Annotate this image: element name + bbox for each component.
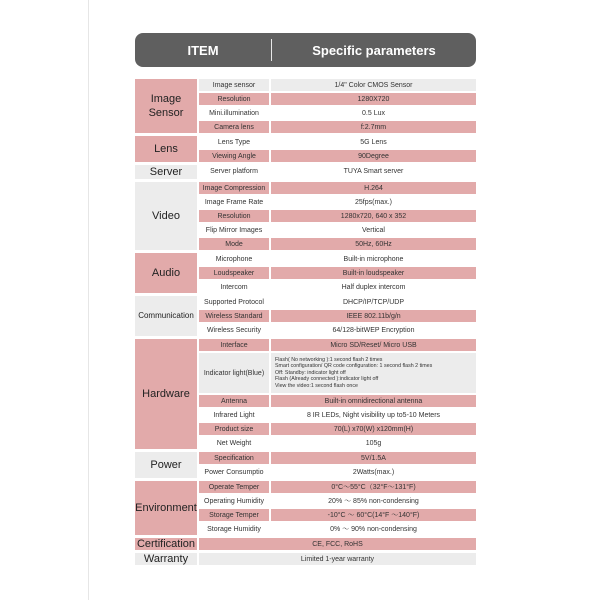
- spec-row: [199, 466, 476, 478]
- spec-key: Wireless Security: [199, 324, 269, 336]
- category-lens: Lens: [135, 136, 197, 162]
- spec-value: 64/128-bitWEP Encryption: [271, 324, 476, 336]
- spec-value: 0°C～55°C（32°F～131°F): [271, 481, 476, 493]
- spec-key: Indicator light(Blue): [199, 353, 269, 393]
- spec-row: [199, 339, 476, 351]
- spec-key: Interface: [199, 339, 269, 351]
- spec-key: Net Weight: [199, 437, 269, 449]
- category-power: Power: [135, 452, 197, 478]
- spec-key: Storage Temper: [199, 509, 269, 521]
- spec-row: [199, 353, 476, 393]
- spec-row: [199, 182, 476, 194]
- spec-row: [199, 395, 476, 407]
- group-communication: [135, 296, 476, 336]
- spec-value-line: Smart configuration/ QR code configuration: 1 second flash 2 times: [275, 363, 433, 370]
- spec-row: [199, 267, 476, 279]
- spec-value: 20% ～ 85% non-condensing: [271, 495, 476, 507]
- spec-key: Operate Temper: [199, 481, 269, 493]
- spec-row: [199, 150, 476, 162]
- spec-value: [271, 353, 476, 393]
- spec-key: Microphone: [199, 253, 269, 265]
- spec-row: [199, 452, 476, 464]
- category-video: Video: [135, 182, 197, 250]
- spec-row: [199, 281, 476, 293]
- spec-value: IEEE 802.11b/g/n: [271, 310, 476, 322]
- spec-row: [199, 481, 476, 493]
- group-warranty: [135, 553, 476, 565]
- spec-key: Image Compression: [199, 182, 269, 194]
- spec-value: 8 IR LEDs, Night visibility up to5-10 Meters: [271, 409, 476, 421]
- spec-row: [199, 310, 476, 322]
- spec-value: 70(L) x70(W) x120mm(H): [271, 423, 476, 435]
- spec-value-line: Off: Standby: indicator light off: [275, 369, 346, 376]
- spec-value: Built-in omnidirectional antenna: [271, 395, 476, 407]
- spec-row: [199, 79, 476, 91]
- spec-sheet: [135, 33, 476, 568]
- spec-table: [135, 79, 476, 565]
- group-power: [135, 452, 476, 478]
- spec-value: 105g: [271, 437, 476, 449]
- spec-key: Viewing Angle: [199, 150, 269, 162]
- spec-value: 5V/1.5A: [271, 452, 476, 464]
- spec-row: [199, 437, 476, 449]
- group-certification: [135, 538, 476, 550]
- category-hardware: Hardware: [135, 339, 197, 449]
- spec-value: 1280x720, 640 x 352: [271, 210, 476, 222]
- spec-value: 0% ～ 90% non-condensing: [271, 523, 476, 535]
- spec-value: H.264: [271, 182, 476, 194]
- spec-value: TUYA Smart server: [271, 165, 476, 177]
- spec-value: 0.5 Lux: [271, 107, 476, 119]
- spec-key: Server platform: [199, 165, 269, 177]
- spec-key: Loudspeaker: [199, 267, 269, 279]
- spec-key: Power Consumptio: [199, 466, 269, 478]
- spec-key: Storage Humidity: [199, 523, 269, 535]
- spec-key: Wireless Standard: [199, 310, 269, 322]
- spec-value: 25fps(max.): [271, 196, 476, 208]
- spec-row: [199, 196, 476, 208]
- spec-value: 1280X720: [271, 93, 476, 105]
- spec-value: DHCP/IP/TCP/UDP: [271, 296, 476, 308]
- category-certification: Certification: [136, 538, 196, 550]
- spec-key: Antenna: [199, 395, 269, 407]
- spec-value: Micro SD/Reset/ Micro USB: [271, 339, 476, 351]
- spec-value: 5G Lens: [271, 136, 476, 148]
- spec-key: Infrared Light: [199, 409, 269, 421]
- spec-value: Vertical: [271, 224, 476, 236]
- group-environment: [135, 481, 476, 535]
- spec-value: f:2.7mm: [271, 121, 476, 133]
- spec-row: [199, 523, 476, 535]
- header-item: ITEM: [187, 42, 219, 58]
- page-margin-rule: [88, 0, 89, 600]
- spec-row: [199, 509, 476, 521]
- group-image-sensor: [135, 79, 476, 133]
- spec-value: Limited 1-year warranty: [199, 553, 476, 565]
- spec-key: Supported Protocol: [199, 296, 269, 308]
- spec-value: 90Degree: [271, 150, 476, 162]
- spec-row: [199, 107, 476, 119]
- category-audio: Audio: [135, 253, 197, 293]
- spec-key: Resolution: [199, 93, 269, 105]
- spec-row: [199, 121, 476, 133]
- spec-row: [199, 210, 476, 222]
- category-image-sensor: Image Sensor: [135, 79, 197, 133]
- group-video: [135, 182, 476, 250]
- spec-key: Operating Humidity: [199, 495, 269, 507]
- spec-key: Intercom: [199, 281, 269, 293]
- category-communication: Communication: [135, 296, 197, 336]
- spec-key: Image sensor: [199, 79, 269, 91]
- spec-key: Mode: [199, 238, 269, 250]
- spec-value: 50Hz, 60Hz: [271, 238, 476, 250]
- spec-row: [199, 409, 476, 421]
- spec-value: Half duplex intercom: [271, 281, 476, 293]
- spec-key: Flip Mirror Images: [199, 224, 269, 236]
- spec-value-line: View the video:1 second flash once: [275, 382, 358, 389]
- spec-value: Built-in microphone: [271, 253, 476, 265]
- spec-row: [199, 495, 476, 507]
- spec-key: Camera lens: [199, 121, 269, 133]
- spec-value: 1/4" Color CMOS Sensor: [271, 79, 476, 91]
- spec-value: 2Watts(max.): [271, 466, 476, 478]
- category-warranty: Warranty: [135, 553, 197, 565]
- spec-row: [199, 324, 476, 336]
- spec-value-line: Flash( No networking ):1 second flash 2 times: [275, 356, 383, 363]
- spec-key: Resolution: [199, 210, 269, 222]
- spec-key: Specification: [199, 452, 269, 464]
- spec-key: Image Frame Rate: [199, 196, 269, 208]
- category-environment: Environment: [135, 481, 197, 535]
- spec-key: Mini.illumination: [199, 107, 269, 119]
- spec-value: -10°C ～ 60°C(14°F ～140°F): [271, 509, 476, 521]
- spec-value-line: Flash (Already connected ):indicator light off: [275, 376, 379, 383]
- group-audio: [135, 253, 476, 293]
- spec-row: [199, 253, 476, 265]
- group-lens: [135, 136, 476, 162]
- spec-row: [199, 165, 476, 177]
- group-hardware: [135, 339, 476, 449]
- spec-row: [199, 93, 476, 105]
- spec-row: [199, 423, 476, 435]
- spec-value: CE, FCC, RoHS: [199, 538, 476, 550]
- category-server: Server: [135, 165, 197, 179]
- table-header: [135, 33, 476, 67]
- group-server: [135, 165, 476, 179]
- spec-row: [199, 296, 476, 308]
- spec-row: [199, 224, 476, 236]
- spec-row: [199, 136, 476, 148]
- header-specific-parameters: Specific parameters: [312, 42, 436, 58]
- spec-key: Product size: [199, 423, 269, 435]
- spec-key: Lens Type: [199, 136, 269, 148]
- spec-row: [199, 238, 476, 250]
- spec-value: Built-in loudspeaker: [271, 267, 476, 279]
